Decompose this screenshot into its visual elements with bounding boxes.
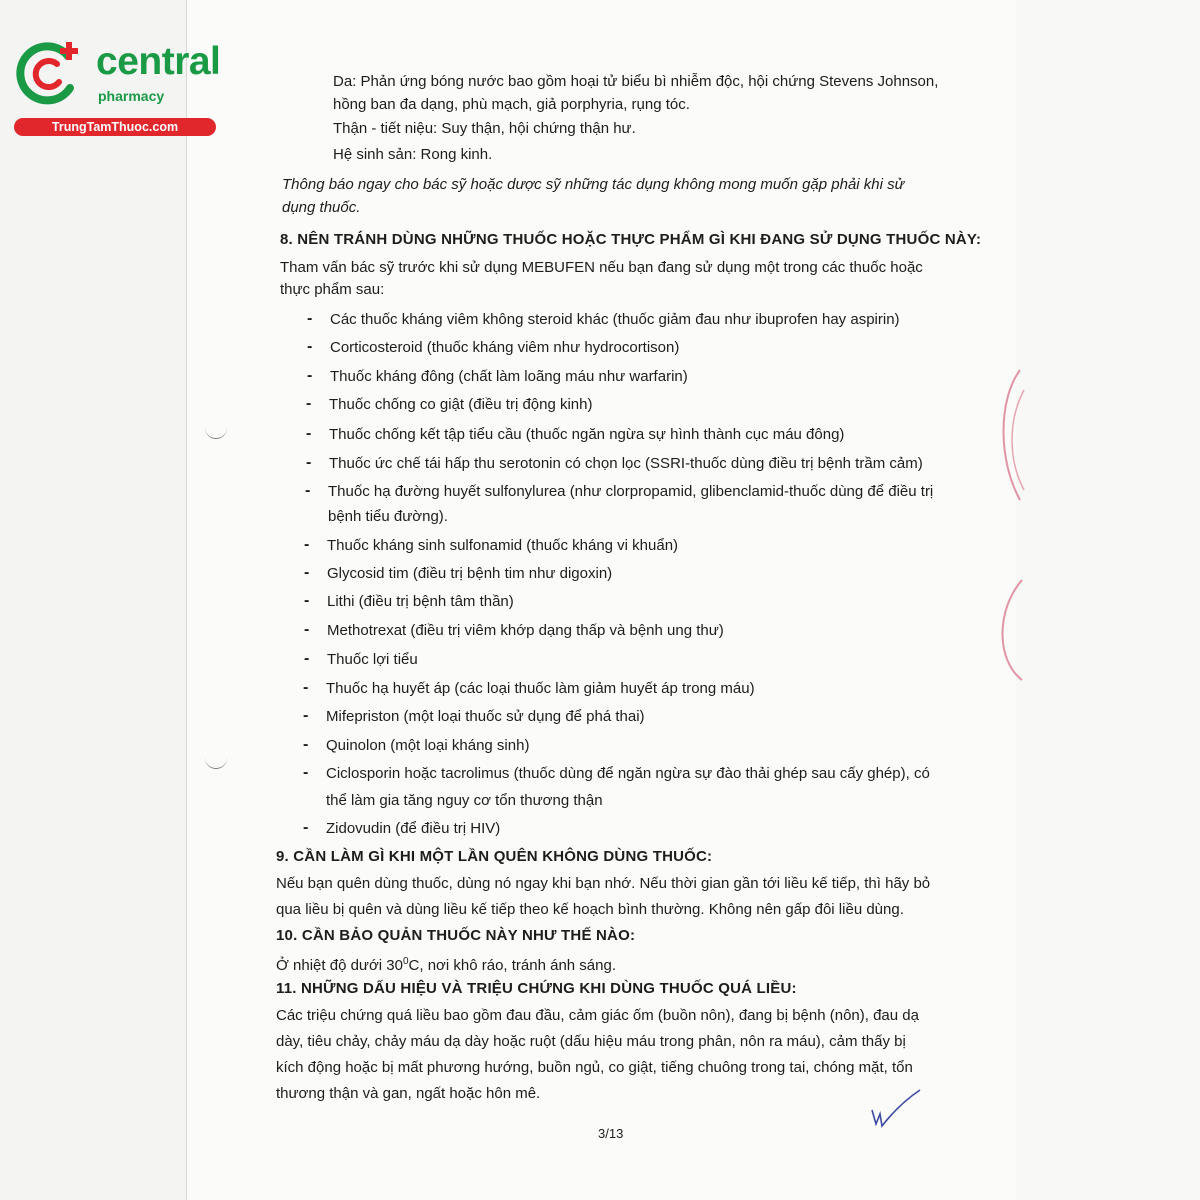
list-item: Methotrexat (điều trị viêm khớp dạng thấp và bệnh ung thư)	[327, 622, 724, 639]
page-number: 3/13	[598, 1126, 624, 1141]
section-9-heading: 9. CẦN LÀM GÌ KHI MỘT LẦN QUÊN KHÔNG DÙNG THUỐC:	[276, 848, 713, 865]
section-11-heading: 11. NHỮNG DẤU HIỆU VÀ TRIỆU CHỨNG KHI DÙNG THUỐC QUÁ LIỀU:	[276, 980, 797, 997]
central-pharmacy-logo-icon	[12, 38, 82, 108]
section-8-heading: 8. NÊN TRÁNH DÙNG NHỮNG THUỐC HOẶC THỰC PHẨM GÌ KHI ĐANG SỬ DỤNG THUỐC NÀY:	[280, 231, 982, 248]
notice-line: dụng thuốc.	[282, 199, 361, 216]
list-item: Thuốc hạ đường huyết sulfonylurea (như clorpropamid, glibenclamid-thuốc dùng để điều trị	[328, 483, 934, 500]
section-8-intro: thực phẩm sau:	[280, 281, 385, 298]
notice-line: Thông báo ngay cho bác sỹ hoặc dược sỹ những tác dụng không mong muốn gặp phải khi sử	[282, 176, 905, 193]
section-11-line: Các triệu chứng quá liều bao gồm đau đầu, cảm giác ốm (buồn nôn), đang bị bệnh (nôn), đau dạ	[276, 1007, 919, 1024]
section-9-line: qua liều bị quên và dùng liều kế tiếp theo kế hoạch bình thường. Không nên gấp đôi liều dùng.	[276, 901, 904, 918]
list-item: bệnh tiểu đường).	[328, 508, 448, 525]
list-bullet: -	[303, 736, 309, 753]
list-bullet: -	[305, 482, 311, 499]
list-bullet: -	[303, 819, 309, 836]
intro-line: Thận - tiết niệu: Suy thận, hội chứng thận hư.	[333, 120, 636, 137]
page-margin-right	[1016, 0, 1200, 1200]
intro-line: Da: Phản ứng bóng nước bao gồm hoại tử biểu bì nhiễm độc, hội chứng Stevens Johnson,	[333, 73, 939, 90]
brand-logo[interactable]	[8, 36, 221, 138]
list-item: Thuốc lợi tiểu	[327, 651, 418, 668]
section-10-heading: 10. CẦN BẢO QUẢN THUỐC NÀY NHƯ THẾ NÀO:	[276, 927, 636, 944]
list-item: Lithi (điều trị bệnh tâm thần)	[327, 593, 514, 610]
list-item: thể làm gia tăng nguy cơ tổn thương thận	[326, 792, 603, 809]
section-11-line: dày, tiêu chảy, chảy máu dạ dày hoặc ruột (dấu hiệu máu trong phân, nôn ra máu), cảm thấy bị	[276, 1033, 906, 1050]
list-bullet: -	[304, 564, 310, 581]
list-item: Thuốc chống kết tập tiểu cầu (thuốc ngăn ngừa sự hình thành cục máu đông)	[329, 426, 845, 443]
section-9-line: Nếu bạn quên dùng thuốc, dùng nó ngay khi bạn nhớ. Nếu thời gian gần tới liều kế tiếp, thì hãy bỏ	[276, 875, 931, 892]
brand-subtitle: pharmacy	[98, 88, 165, 104]
list-bullet: -	[306, 425, 312, 442]
list-item: Glycosid tim (điều trị bệnh tim như digoxin)	[327, 565, 613, 582]
list-item: Zidovudin (để điều trị HIV)	[326, 820, 501, 837]
list-item: Thuốc ức chế tái hấp thu serotonin có chọn lọc (SSRI-thuốc dùng điều trị bệnh trầm cảm)	[329, 455, 923, 472]
section-10-text: Ở nhiệt độ dưới $30^0C$, nơi khô ráo, tránh ánh sáng.	[276, 956, 617, 974]
list-item: Thuốc kháng sinh sulfonamid (thuốc kháng vi khuẩn)	[327, 537, 679, 554]
list-bullet: -	[304, 592, 310, 609]
list-bullet: -	[304, 621, 310, 638]
list-bullet: -	[304, 650, 310, 667]
list-bullet: -	[304, 536, 310, 553]
list-item: Các thuốc kháng viêm không steroid khác (thuốc giảm đau như ibuprofen hay aspirin)	[330, 311, 900, 328]
section-11-line: thương thận và gan, ngất hoặc hôn mê.	[276, 1085, 541, 1102]
list-item: Mifepriston (một loại thuốc sử dụng để phá thai)	[326, 708, 645, 725]
list-item: Corticosteroid (thuốc kháng viêm như hydrocortison)	[330, 339, 680, 356]
section-11-line: kích động hoặc bị mất phương hướng, buồn ngủ, co giật, tiếng chuông trong tai, chóng mặt, tổn	[276, 1059, 913, 1076]
list-bullet: -	[307, 338, 313, 355]
signature-mark-icon	[866, 1088, 926, 1132]
intro-line: Hệ sinh sản: Rong kinh.	[333, 146, 493, 163]
intro-line: hồng ban đa dạng, phù mạch, giả porphyria, rụng tóc.	[333, 96, 690, 113]
list-bullet: -	[303, 679, 309, 696]
red-stamp-edge	[990, 360, 1030, 750]
brand-url[interactable]: TrungTamThuoc.com	[14, 118, 216, 136]
list-bullet: -	[303, 764, 309, 781]
list-item: Ciclosporin hoặc tacrolimus (thuốc dùng để ngăn ngừa sự đào thải ghép sau cấy ghép), có	[326, 765, 930, 782]
list-item: Thuốc chống co giật (điều trị động kinh)	[329, 396, 593, 413]
list-item: Quinolon (một loại kháng sinh)	[326, 737, 530, 754]
list-bullet: -	[306, 454, 312, 471]
brand-name: central	[96, 40, 221, 83]
section-8-intro: Tham vấn bác sỹ trước khi sử dụng MEBUFEN nếu bạn đang sử dụng một trong các thuốc hoặc	[280, 259, 923, 276]
list-item: Thuốc hạ huyết áp (các loại thuốc làm giảm huyết áp trong máu)	[326, 680, 755, 697]
list-bullet: -	[307, 310, 313, 327]
list-bullet: -	[307, 367, 313, 384]
list-bullet: -	[303, 707, 309, 724]
list-bullet: -	[306, 395, 312, 412]
list-item: Thuốc kháng đông (chất làm loãng máu như warfarin)	[330, 368, 688, 385]
